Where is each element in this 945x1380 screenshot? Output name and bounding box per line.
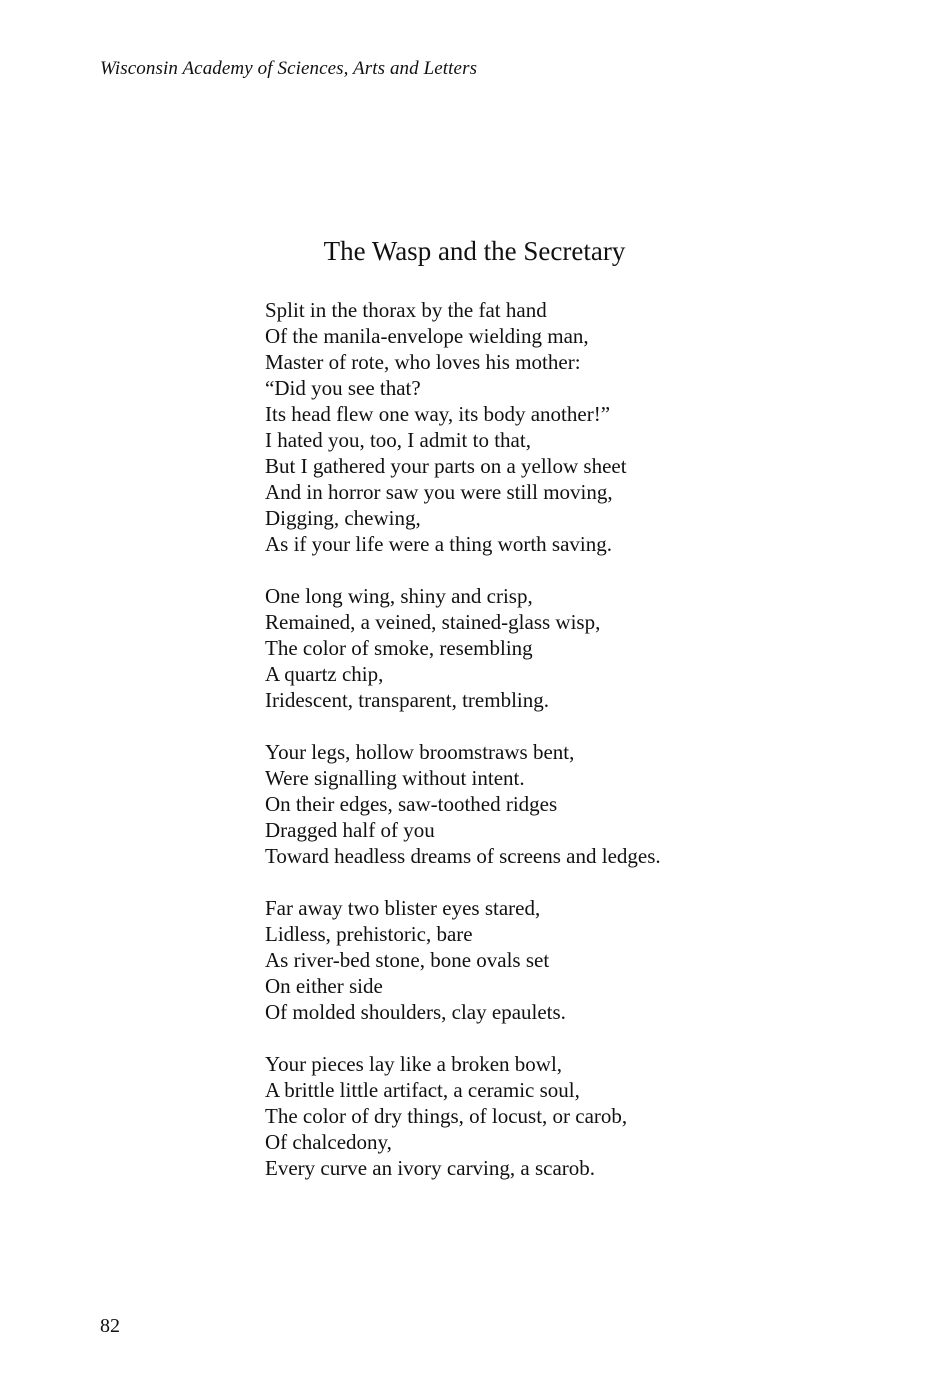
poem-line: A quartz chip, xyxy=(265,662,384,686)
poem-line: But I gathered your parts on a yellow sheet xyxy=(265,454,627,478)
poem-line: Of chalcedony, xyxy=(265,1130,392,1154)
poem-line: Every curve an ivory carving, a scarob. xyxy=(265,1156,596,1180)
poem-line: The color of dry things, of locust, or carob, xyxy=(265,1104,628,1128)
poem-line: Remained, a veined, stained-glass wisp, xyxy=(265,610,601,634)
poem-line: Dragged half of you xyxy=(265,818,435,842)
poem-line: I hated you, too, I admit to that, xyxy=(265,428,531,452)
poem-line: Master of rote, who loves his mother: xyxy=(265,350,581,374)
poem-line: On either side xyxy=(265,974,383,998)
poem-line: Iridescent, transparent, trembling. xyxy=(265,688,549,712)
poem-line: Toward headless dreams of screens and ledges. xyxy=(265,844,661,868)
stanza-3 xyxy=(265,739,905,869)
poem-line: The color of smoke, resembling xyxy=(265,636,533,660)
poem-line: Its head flew one way, its body another!” xyxy=(265,402,611,426)
poem-line: Far away two blister eyes stared, xyxy=(265,896,541,920)
poem-line: And in horror saw you were still moving, xyxy=(265,480,613,504)
poem-line: Split in the thorax by the fat hand xyxy=(265,298,547,322)
stanza-4 xyxy=(265,895,905,1025)
poem-line: One long wing, shiny and crisp, xyxy=(265,584,533,608)
poem-line: A brittle little artifact, a ceramic soul, xyxy=(265,1078,580,1102)
poem-line: “Did you see that? xyxy=(265,376,421,400)
poem-line: On their edges, saw-toothed ridges xyxy=(265,792,558,816)
poem-line: Digging, chewing, xyxy=(265,506,421,530)
page-number: 82 xyxy=(100,1315,120,1337)
stanza-1 xyxy=(265,297,905,557)
poem-line: As if your life were a thing worth saving. xyxy=(265,532,613,556)
stanza-5 xyxy=(265,1051,905,1181)
stanza-2 xyxy=(265,583,905,713)
running-header: Wisconsin Academy of Sciences, Arts and Letters xyxy=(100,58,478,79)
poem-title xyxy=(0,236,945,267)
poem-line: Of the manila-envelope wielding man, xyxy=(265,324,589,348)
poem-body xyxy=(265,297,905,1207)
poem-line: Your pieces lay like a broken bowl, xyxy=(265,1052,563,1076)
poem-line: As river-bed stone, bone ovals set xyxy=(265,948,550,972)
poem-line: Lidless, prehistoric, bare xyxy=(265,922,473,946)
poem-line: Were signalling without intent. xyxy=(265,766,525,790)
poem-line: Of molded shoulders, clay epaulets. xyxy=(265,1000,566,1024)
poem-line: Your legs, hollow broomstraws bent, xyxy=(265,740,575,764)
poem-title-text: The Wasp and the Secretary xyxy=(323,236,626,266)
